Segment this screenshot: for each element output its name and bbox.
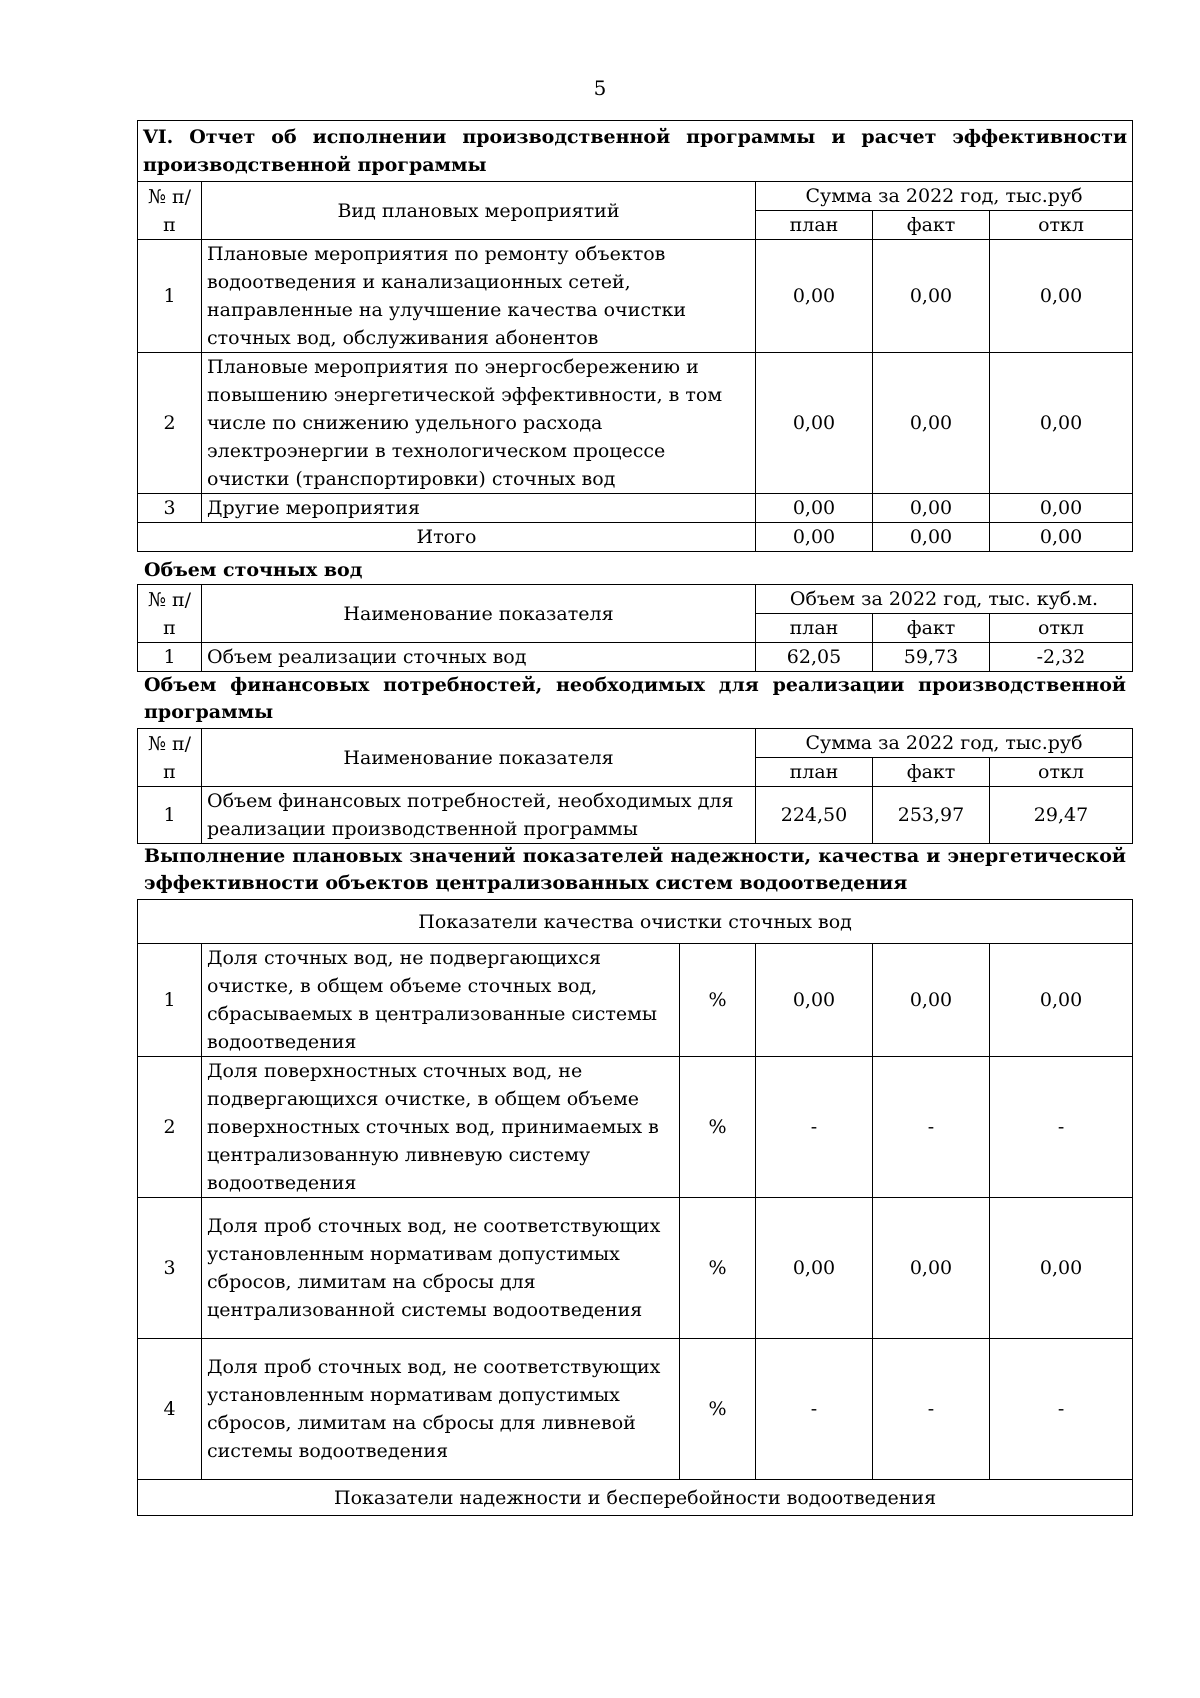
row-indicator: Доля сточных вод, не подвергающихся очистке, в общем объеме сточных вод, сбрасываемых в централизованные системы водоотведения bbox=[202, 944, 680, 1057]
row-indicator: Доля проб сточных вод, не соответствующих установленным нормативам допустимых сбросов, лимитам на сбросы для ливневой системы водоотведения bbox=[202, 1339, 680, 1480]
row-num: 3 bbox=[138, 1198, 202, 1339]
table-row bbox=[138, 944, 1133, 1057]
row-fact: 0,00 bbox=[873, 240, 990, 353]
row-indicator: Доля поверхностных сточных вод, не подвергающихся очистке, в общем объеме поверхностных сточных вод, принимаемых в централизованную ливневую систему водоотведения bbox=[202, 1057, 680, 1198]
row-plan: 0,00 bbox=[756, 1198, 873, 1339]
table-row bbox=[138, 353, 1133, 494]
page-number: 5 bbox=[593, 76, 607, 100]
quality-indicators-table bbox=[137, 899, 1132, 1516]
col-header-fact: факт bbox=[873, 211, 990, 240]
row-deviation: 0,00 bbox=[990, 1198, 1133, 1339]
row-plan: 0,00 bbox=[756, 353, 873, 494]
table-row bbox=[138, 643, 1133, 672]
table-row bbox=[138, 1057, 1133, 1198]
row-deviation: 0,00 bbox=[990, 353, 1133, 494]
col-header-volume: Объем за 2022 год, тыс. куб.м. bbox=[756, 585, 1133, 614]
col-header-num: № п/п bbox=[138, 182, 202, 240]
row-indicator: Доля проб сточных вод, не соответствующих установленным нормативам допустимых сбросов, лимитам на сбросы для централизованной системы водоотведения bbox=[202, 1198, 680, 1339]
col-header-fact: факт bbox=[873, 614, 990, 643]
col-header-indicator: Наименование показателя bbox=[202, 585, 756, 643]
row-num: 1 bbox=[138, 643, 202, 672]
col-header-plan: план bbox=[756, 211, 873, 240]
col-header-indicator: Наименование показателя bbox=[202, 729, 756, 787]
total-plan: 0,00 bbox=[756, 523, 873, 552]
row-plan: - bbox=[756, 1057, 873, 1198]
row-activity: Другие мероприятия bbox=[202, 494, 756, 523]
col-header-plan: план bbox=[756, 758, 873, 787]
row-indicator: Объем реализации сточных вод bbox=[202, 643, 756, 672]
col-header-deviation: откл bbox=[990, 758, 1133, 787]
group-header-quality: Показатели качества очистки сточных вод bbox=[138, 900, 1133, 944]
row-unit: % bbox=[680, 944, 756, 1057]
row-num: 1 bbox=[138, 944, 202, 1057]
total-fact: 0,00 bbox=[873, 523, 990, 552]
table-row bbox=[138, 240, 1133, 353]
section-title-reliability-quality: Выполнение плановых значений показателей надежности, качества и энергетической эффективности объектов централизованных систем водоотведения bbox=[144, 845, 1126, 894]
table-row bbox=[138, 787, 1133, 844]
row-num: 2 bbox=[138, 1057, 202, 1198]
row-deviation: 0,00 bbox=[990, 240, 1133, 353]
row-deviation: 29,47 bbox=[990, 787, 1133, 844]
row-plan: 0,00 bbox=[756, 944, 873, 1057]
col-header-fact: факт bbox=[873, 758, 990, 787]
row-deviation: - bbox=[990, 1057, 1133, 1198]
row-deviation: - bbox=[990, 1339, 1133, 1480]
row-activity: Плановые мероприятия по энергосбережению и повышению энергетической эффективности, в том числе по снижению удельного расхода электроэнергии в технологическом процессе очистки (транспортировки) сточных вод bbox=[202, 353, 756, 494]
col-header-num: № п/п bbox=[138, 729, 202, 787]
row-plan: - bbox=[756, 1339, 873, 1480]
row-unit: % bbox=[680, 1339, 756, 1480]
row-unit: % bbox=[680, 1198, 756, 1339]
row-num: 1 bbox=[138, 787, 202, 844]
section-title-wastewater-volume: Объем сточных вод bbox=[144, 559, 363, 581]
col-header-deviation: откл bbox=[990, 211, 1133, 240]
row-fact: 0,00 bbox=[873, 353, 990, 494]
row-num: 4 bbox=[138, 1339, 202, 1480]
col-header-sum: Сумма за 2022 год, тыс.руб bbox=[756, 182, 1133, 211]
section-title-financial-needs: Объем финансовых потребностей, необходимых для реализации производственной программы bbox=[144, 674, 1126, 723]
row-fact: 0,00 bbox=[873, 944, 990, 1057]
row-plan: 62,05 bbox=[756, 643, 873, 672]
row-fact: - bbox=[873, 1057, 990, 1198]
total-row bbox=[138, 523, 1133, 552]
row-unit: % bbox=[680, 1057, 756, 1198]
row-deviation: 0,00 bbox=[990, 944, 1133, 1057]
total-deviation: 0,00 bbox=[990, 523, 1133, 552]
total-label: Итого bbox=[138, 523, 756, 552]
row-indicator: Объем финансовых потребностей, необходимых для реализации производственной программы bbox=[202, 787, 756, 844]
wastewater-volume-table bbox=[137, 584, 1132, 672]
row-fact: 253,97 bbox=[873, 787, 990, 844]
row-num: 2 bbox=[138, 353, 202, 494]
row-activity: Плановые мероприятия по ремонту объектов водоотведения и канализационных сетей, направленные на улучшение качества очистки сточных вод, обслуживания абонентов bbox=[202, 240, 756, 353]
row-plan: 0,00 bbox=[756, 240, 873, 353]
row-num: 3 bbox=[138, 494, 202, 523]
table-row bbox=[138, 1198, 1133, 1339]
row-num: 1 bbox=[138, 240, 202, 353]
col-header-sum: Сумма за 2022 год, тыс.руб bbox=[756, 729, 1133, 758]
group-header-reliability: Показатели надежности и бесперебойности водоотведения bbox=[138, 1480, 1133, 1516]
row-fact: 59,73 bbox=[873, 643, 990, 672]
col-header-deviation: откл bbox=[990, 614, 1133, 643]
row-fact: - bbox=[873, 1339, 990, 1480]
col-header-activity: Вид плановых мероприятий bbox=[202, 182, 756, 240]
row-deviation: -2,32 bbox=[990, 643, 1133, 672]
col-header-num: № п/п bbox=[138, 585, 202, 643]
section-title-report: VI. Отчет об исполнении производственной программы и расчет эффективности производственной программы bbox=[138, 121, 1133, 182]
table-row bbox=[138, 1339, 1133, 1480]
row-plan: 0,00 bbox=[756, 494, 873, 523]
row-fact: 0,00 bbox=[873, 494, 990, 523]
row-fact: 0,00 bbox=[873, 1198, 990, 1339]
col-header-plan: план bbox=[756, 614, 873, 643]
financial-needs-table bbox=[137, 728, 1132, 844]
table-row bbox=[138, 494, 1133, 523]
row-deviation: 0,00 bbox=[990, 494, 1133, 523]
row-plan: 224,50 bbox=[756, 787, 873, 844]
program-report-table bbox=[137, 120, 1132, 552]
